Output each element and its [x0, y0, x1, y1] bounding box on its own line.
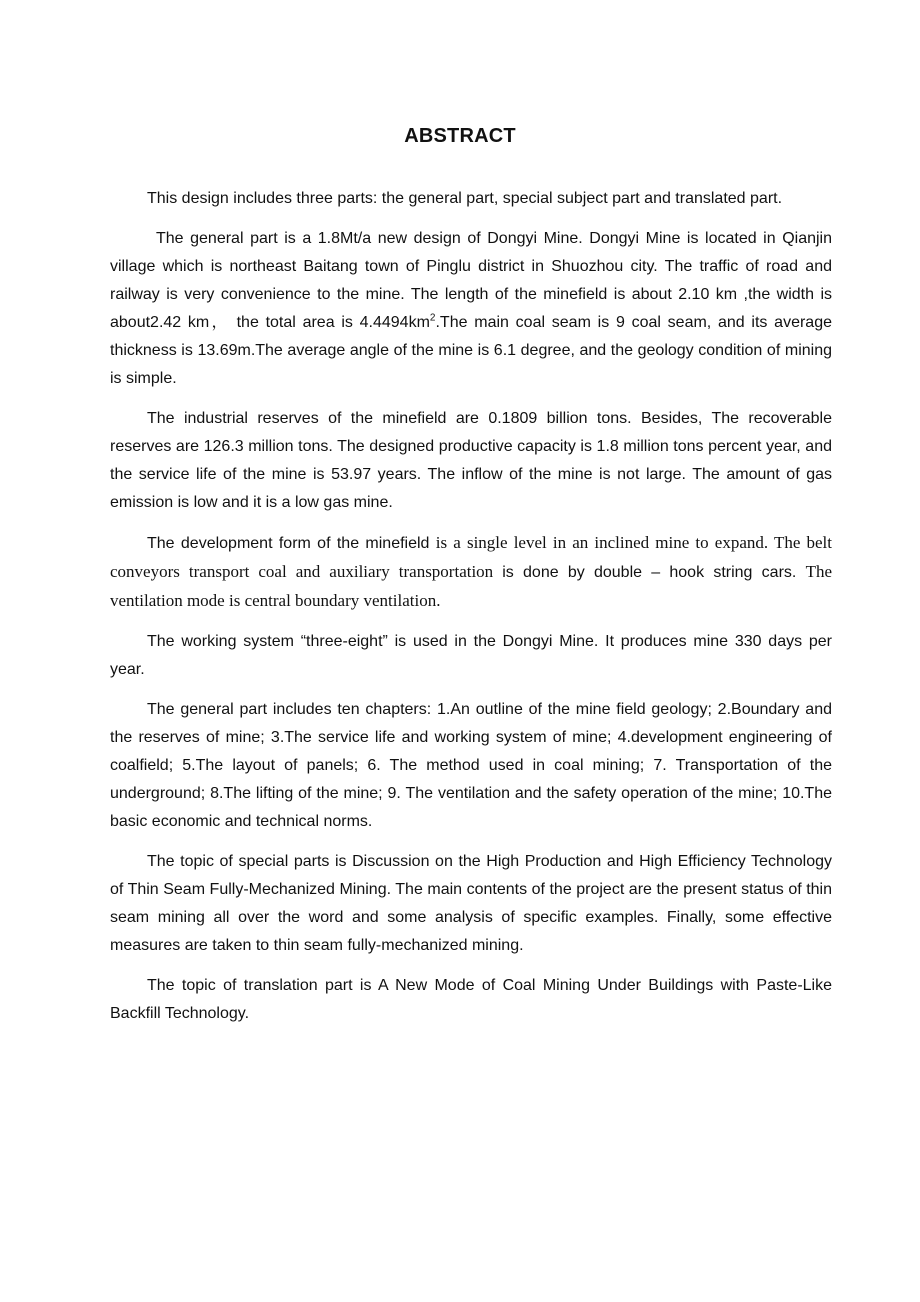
paragraph-reserves: The industrial reserves of the minefield are 0.1809 billion tons. Besides, The recoverable reserves are 126.3 million tons. The designed productive capacity is 1.8 million tons percent year, and the service life of the mine is 53.97 years. The inflow of the mine is not large. The amount of gas emission is low and it is a low gas mine. — [110, 410, 832, 511]
paragraph-translation-topic: The topic of translation part is A New Mode of Coal Mining Under Buildings with Paste-Like Backfill Technology. — [110, 977, 832, 1022]
development-text-d: The ventilation mode is central boundary ventilation. — [110, 562, 833, 610]
general-part-text-a: The general part is a 1.8Mt/a new design of Dongyi Mine. Dongyi Mine is located in Qianjin village which is northeast Baitang town of Pinglu district in Shuozhou city. The traffic of road and railway is very convenience to the mine. The length of the minefield is about 2.10 km ,the width is about2.42 km， the total area is 4.4494km — [110, 230, 832, 331]
paragraph-working-system: The working system “three-eight” is used in the Dongyi Mine. It produces mine 330 days per year. — [110, 633, 832, 678]
abstract-body — [110, 185, 832, 1040]
superscript-2: 2 — [429, 312, 436, 324]
paragraph-general-part — [110, 225, 832, 393]
abstract-title: ABSTRACT — [404, 125, 516, 147]
paragraph-overview: This design includes three parts: the general part, special subject part and translated part. — [147, 190, 783, 207]
paragraph-chapters: The general part includes ten chapters: 1.An outline of the mine field geology; 2.Boundary and the reserves of mine; 3.The service life and working system of mine; 4.development engineering of coalfield; 5.The layout of panels; 6. The method used in coal mining; 7. Transportation of the underground; 8.The lifting of the mine; 9. The ventilation and the safety operation of the mine; 10.The basic economic and technical norms. — [110, 701, 832, 830]
paragraph-special-topic: The topic of special parts is Discussion on the High Production and High Efficiency Technology of Thin Seam Fully-Mechanized Mining. The main contents of the project are the present status of thin seam mining all over the word and some analysis of specific examples. Finally, some effective measures are taken to thin seam fully-mechanized mining. — [110, 853, 832, 954]
development-text-c: is done by double – hook string cars. — [502, 564, 806, 581]
paragraph-development — [110, 529, 832, 616]
development-text-b: is a single level in an inclined mine to expand. The belt conveyors transport coal and auxiliary transportation — [110, 533, 833, 581]
general-part-text-b: .The main coal seam is 9 coal seam, and its average thickness is 13.69m.The average angle of the mine is 6.1 degree, and the geology condition of mining is simple. — [110, 314, 833, 387]
development-text-a: The development form of the minefield — [147, 535, 436, 552]
